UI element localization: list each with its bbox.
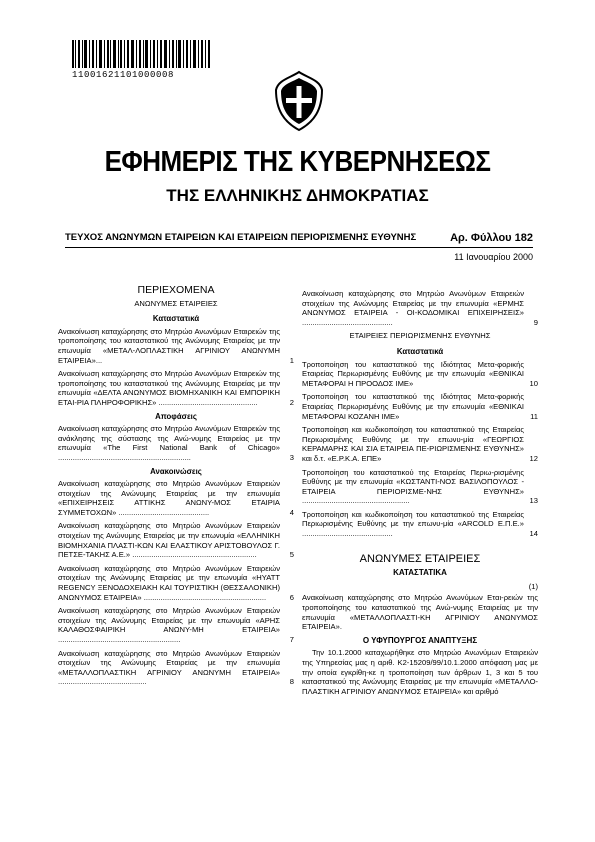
toc-entry[interactable]: Ανακοίνωση καταχώρησης στο Μητρώο Ανωνύμων Εταιρειών της τροποποίησης του καταστατικού της Ανώνυμης Εταιρείας με την επωνυμία «ΜΕΤΑΛ-ΛΟΠΛΑΣΤΙΚΗ ΑΓΡΙΝΙΟΥ ΑΝΩΝΥΜΗ ΕΤΑΙΡΕΙΑ»... 1	[58, 326, 294, 365]
issue-type: ΤΕΥΧΟΣ ΑΝΩΝΥΜΩΝ ΕΤΑΙΡΕΙΩΝ ΚΑΙ ΕΤΑΙΡΕΙΩΝ ΠΕΡΙΟΡΙΣΜΕΝΗΣ ΕΥΘΥΝΗΣ	[65, 232, 417, 243]
issue-info-row	[65, 232, 533, 244]
toc-entry[interactable]: Ανακοίνωση καταχώρησης στο Μητρώο Ανωνύμων Εταιρειών στοιχείων της Ανώνυμης Εταιρείας με την επωνυμία «ΕΠΙΧΕΙΡΗΣΕΙΣ ΑΤΤΙΚΗΣ ΑΝΩΝΥ-ΜΟΣ ΕΤΑΙΡΙΑ ΣΥΜΜΕΤΟΧΩΝ» ........................................... 4	[58, 479, 294, 517]
toc-entry[interactable]: Τροποποίηση και κωδικοποίηση του καταστατικού της Εταιρείας Περιωρισμένης Ευθύνης με την επωνυ-μία «ΓΕΩΡΓΙΟΣ ΚΕΡΑΜΑΡΗΣ ΚΑΙ ΣΙΑ ΕΤΑΙΡΕΙΑ ΠΕ-ΡΙΩΡΙΣΜΕΝΗΣ ΕΥΘΥΝΗΣ» και δ.τ. «Ε.Ρ.Κ.Α. ΕΠΕ» 12	[302, 425, 538, 463]
toc-entry[interactable]: Τροποποίηση του καταστατικού της Ιδιότητας Μετα-φορικής Εταιρείας Περιωρισμένης Ευθύνης με την επωνυμία «ΕΘΝΙΚΑΙ ΜΕΤΑΦΟΡΑΙ ΚΟΖΑΝΗ ΙΜΕ» 11	[302, 392, 538, 421]
body-paragraph: Την 10.1.2000 καταχωρήθηκε στο Μητρώο Ανωνύμων Εταιρειών της Υπηρεσίας μας η αριθ. Κ2-15209/99/10.1.2000 απόφαση μας με την οποία εγκρίθη-κε η τροποποίηση των άρθρων 1, 3 και 5 του καταστατικού της Ανώνυμης Εταιρείας με την επωνυμία «ΜΕΤΑΛΛΟ-ΠΛΑΣΤΙΚΗ ΑΓΡΙΝΙΟΥ ΑΝΩΝΥΜΟΣ ΕΤΑΙΡΕΙΑ» και αριθμό	[302, 648, 538, 696]
toc-sub-apofaseis: Αποφάσεις	[155, 411, 197, 421]
toc-sub-anakoinwseis: Ανακοινώσεις	[150, 466, 202, 476]
toc-title: ΠΕΡΙΕΧΟΜΕΝΑ	[137, 284, 215, 296]
gazette-title: ΕΦΗΜΕΡΙΣ ΤΗΣ ΚΥΒΕΡΝΗΣΕΩΣ	[104, 144, 491, 178]
toc-left-column	[58, 286, 294, 691]
item-number: (1)	[528, 581, 538, 591]
toc-entry[interactable]: Ανακοίνωση καταχώρησης στο Μητρώο Ανωνύμων Εταιρειών στοιχείων της Ανώνυμης Εταιρείας με την επωνυμία «ΕΛΛΗΝΙΚΗ ΒΙΟΜΗΧΑΝΙΑ ΠΛΑΣΤΙ-ΚΩΝ ΚΑΙ ΕΛΑΣΤΙΚΟΥ ΑΡΙΣΤΟΒΟΥΛΟΣ Γ. ΠΕΤΣΕ-ΤΑΚΗΣ Α.Ε.» ........................................................... 5	[58, 521, 294, 560]
toc-entry[interactable]: Ανακοίνωση καταχώρησης στο Μητρώο Ανωνύμων Εταιρειών της ανάκλησης της σύστασης της Ανώ-νυμης Εταιρείας με την επωνυμία «The First National Bank of Chicago» ............................................................... 3	[58, 424, 294, 462]
toc-entry[interactable]: Τροποποίηση και κωδικοποίηση του καταστατικού της Εταιρείας Περιωρισμένης Ευθύνης με την επωνυ-μία «ARCOLD Ε.Π.Ε.» ........................................... 14	[302, 509, 538, 539]
toc-entry[interactable]: Ανακοίνωση καταχώρησης στο Μητρώο Ανωνύμων Εταιρειών στοιχείων της Ανώνυμης Εταιρείας με την επωνυμία «ΕΡΜΗΣ ΑΝΩΝΥΜΟΣ ΕΤΑΙΡΕΙΑ - ΟΙ-ΚΟΔΟΜΙΚΑΙ ΕΠΙΧΕΙΡΗΣΕΙΣ» ........................................... 9	[302, 289, 538, 327]
toc-sub-katastatika-epe: Καταστατικά	[396, 346, 444, 356]
sheet-number: Αρ. Φύλλου 182	[450, 232, 533, 244]
barcode-number: 11001621101000008	[72, 70, 175, 80]
toc-section-ae: ΑΝΩΝΥΜΕΣ ΕΤΑΙΡΕΙΕΣ	[134, 298, 218, 308]
toc-entry[interactable]: Ανακοίνωση καταχώρησης στο Μητρώο Ανωνύμων Εταιρειών στοιχείων της Ανώνυμης Εταιρείας με την επωνυμία «HYATT REGENCY ΞΕΝΟΔΟΧΕΙΑΚΗ ΚΑΙ ΤΟΥΡΙΣΤΙΚΗ (ΘΕΣΣΑΛΟΝΙΚΗ) ΑΝΩΝΥΜΟΣ ΕΤΑΙΡΕΙΑ» .......................................................... 6	[58, 563, 294, 602]
toc-entry[interactable]: Ανακοίνωση καταχώρησης στο Μητρώο Ανωνύμων Εταιρειών στοιχείων της Ανώνυμης Εταιρείας με την επωνυμία «ΑΡΗΣ ΚΑΛΑΘΟΣΦΑΙΡΙΚΗ ΑΝΩΝΥ-ΜΗ ΕΤΑΙΡΕΙΑ» .......................................................... 7	[58, 606, 294, 644]
toc-entry[interactable]: Τροποποίηση του καταστατικού της Ιδιότητας Μετα-φορικής Εταιρείας Περιωρισμένης Ευθύνης με την επωνυμία «ΕΘΝΙΚΑΙ ΜΕΤΑΦΟΡΑΙ Η ΠΡΟΟΔΟΣ ΙΜΕ» 10	[302, 359, 538, 388]
body-subsection-title: ΚΑΤΑΣΤΑΤΙΚΑ	[393, 568, 447, 578]
toc-entry[interactable]: Ανακοίνωση καταχώρησης στο Μητρώο Ανωνύμων Εταιρειών της τροποποίησης του καταστατικού της Ανώνυμης Εταιρείας με την επωνυμία «ΔΕΛΤΑ ΑΝΩΝΥΜΟΣ ΒΙΟΜΗΧΑΝΙΚΗ ΚΑΙ ΕΜΠΟΡΙΚΗ ΕΤΑΙ-ΡΙΑ ΠΛΗΡΟΦΟΡΙΚΗΣ» ............................................... 2	[58, 369, 294, 407]
toc-entry[interactable]: Ανακοίνωση καταχώρησης στο Μητρώο Ανωνύμων Εταιρειών στοιχείων της Ανώνυμης Εταιρείας με την επωνυμία «ΜΕΤΑΛΛΟΠΛΑΣΤΙΚΗ ΑΓΡΙΝΙΟΥ ΑΝΩΝΥΜΗ ΕΤΑΙΡΕΙΑ» .......................................... 8	[58, 648, 294, 687]
toc-sub-katastatika: Καταστατικά	[152, 314, 200, 324]
gazette-subtitle: ΤΗΣ ΕΛΛΗΝΙΚΗΣ ΔΗΜΟΚΡΑΤΙΑΣ	[166, 186, 429, 205]
toc-section-epe: ΕΤΑΙΡΕΙΕΣ ΠΕΡΙΩΡΙΣΜΕΝΗΣ ΕΥΘΥΝΗΣ	[349, 331, 491, 341]
issue-date: 11 Ιανουαρίου 2000	[454, 252, 533, 262]
coat-of-arms-emblem	[272, 70, 326, 132]
ministry-heading: Ο ΥΦΥΠΟΥΡΓΟΣ ΑΝΑΠΤΥΞΗΣ	[362, 635, 478, 645]
body-section-title: ΑΝΩΝΥΜΕΣ ΕΤΑΙΡΕΙΕΣ	[359, 552, 481, 565]
barcode	[72, 40, 210, 68]
right-column	[302, 289, 538, 696]
announcement-heading: Ανακοίνωση καταχώρησης στο Μητρώο Ανωνύμων Εται-ρειών της τροποποίησης του καταστατικού της Ανώ-νυμης Εταιρείας με την επωνυμία «ΜΕΤΑΛΛΟΠΛΑΣΤΙ-ΚΗ ΑΓΡΙΝΙΟΥ ΑΝΩΝΥΜΟΣ ΕΤΑΙΡΕΙΑ».	[302, 593, 538, 632]
toc-entry[interactable]: Τροποποίηση του καταστατικού της Εταιρείας Περιω-ρισμένης Ευθύνης με την επωνυμία «ΚΩΣΤΑΝΤΙ-ΝΟΣ ΒΑΣΙΛΟΠΟΥΛΟΣ - ΕΤΑΙΡΕΙΑ ΠΕΡΙΟΡΙΣΜΕ-ΝΗΣ ΕΥΘΥΝΗΣ» ................................................... 13	[302, 467, 538, 506]
divider	[65, 247, 533, 248]
